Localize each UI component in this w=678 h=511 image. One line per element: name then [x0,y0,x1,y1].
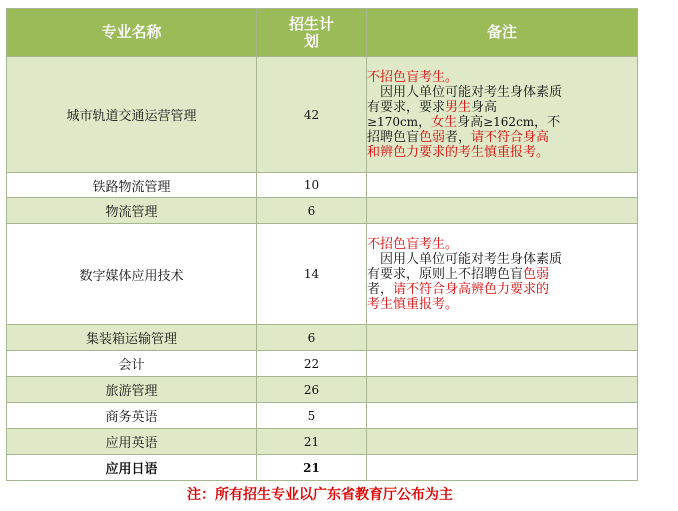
major-name: 旅游管理 [7,377,257,403]
remark-empty [367,377,638,403]
footer-note: 注：所有招生专业以广东省教育厅公布为主 [187,487,453,503]
table-row [7,429,638,455]
quota-value: 21 [257,429,367,455]
table-row [7,377,638,403]
header-quota-line2: 划 [303,31,319,50]
quota-value: 6 [257,325,367,351]
table-row [7,455,638,481]
major-name: 应用日语 [7,455,257,481]
major-name: 应用英语 [7,429,257,455]
quota-value: 6 [257,198,367,224]
table-row [7,325,638,351]
remark-empty [367,198,638,224]
header-quota-line1: 招生计 [288,14,334,33]
remark-media [367,224,638,325]
remark-line: ≥170cm，女生身高≥162cm，不 [367,114,561,130]
remark-line: 考生慎重报考。 [367,296,459,312]
remark-empty [367,429,638,455]
remark-line: 因用人单位可能对考生身体素质 [380,84,563,100]
header-remark: 备注 [367,9,638,57]
quota-value: 14 [257,224,367,325]
quota-value: 22 [257,351,367,377]
major-name: 商务英语 [7,403,257,429]
remark-title: 不招色盲考生。 [367,69,459,85]
table-row [7,351,638,377]
remark-line: 和辨色力要求的考生慎重报考。 [367,144,550,160]
quota-value: 10 [257,173,367,198]
enrollment-table [6,8,638,481]
header-row [7,9,638,57]
remark-rail [367,57,638,173]
remark-empty [367,325,638,351]
table-row [7,224,638,325]
remark-title: 不招色盲考生。 [367,236,459,252]
remark-empty [367,351,638,377]
quota-value: 5 [257,403,367,429]
quota-value: 21 [257,455,367,481]
remark-empty [367,173,638,198]
header-quota [257,9,367,57]
table-row [7,173,638,198]
table-row [7,57,638,173]
major-name: 数字媒体应用技术 [7,224,257,325]
remark-line: 者，请不符合身高辨色力要求的 [367,281,550,297]
table-row [7,198,638,224]
remark-empty [367,455,638,481]
quota-value: 42 [257,57,367,173]
remark-line: 因用人单位可能对考生身体素质 [380,251,563,267]
major-name: 铁路物流管理 [7,173,257,198]
major-name: 城市轨道交通运营管理 [7,57,257,173]
remark-line: 有要求，要求男生身高 [367,99,498,115]
remark-line: 招聘色盲色弱者，请不符合身高 [367,129,550,145]
remark-line: 有要求，原则上不招聘色盲色弱 [367,266,550,282]
remark-empty [367,403,638,429]
major-name: 集装箱运输管理 [7,325,257,351]
major-name: 物流管理 [7,198,257,224]
table-row [7,403,638,429]
header-major: 专业名称 [7,9,257,57]
major-name: 会计 [7,351,257,377]
quota-value: 26 [257,377,367,403]
